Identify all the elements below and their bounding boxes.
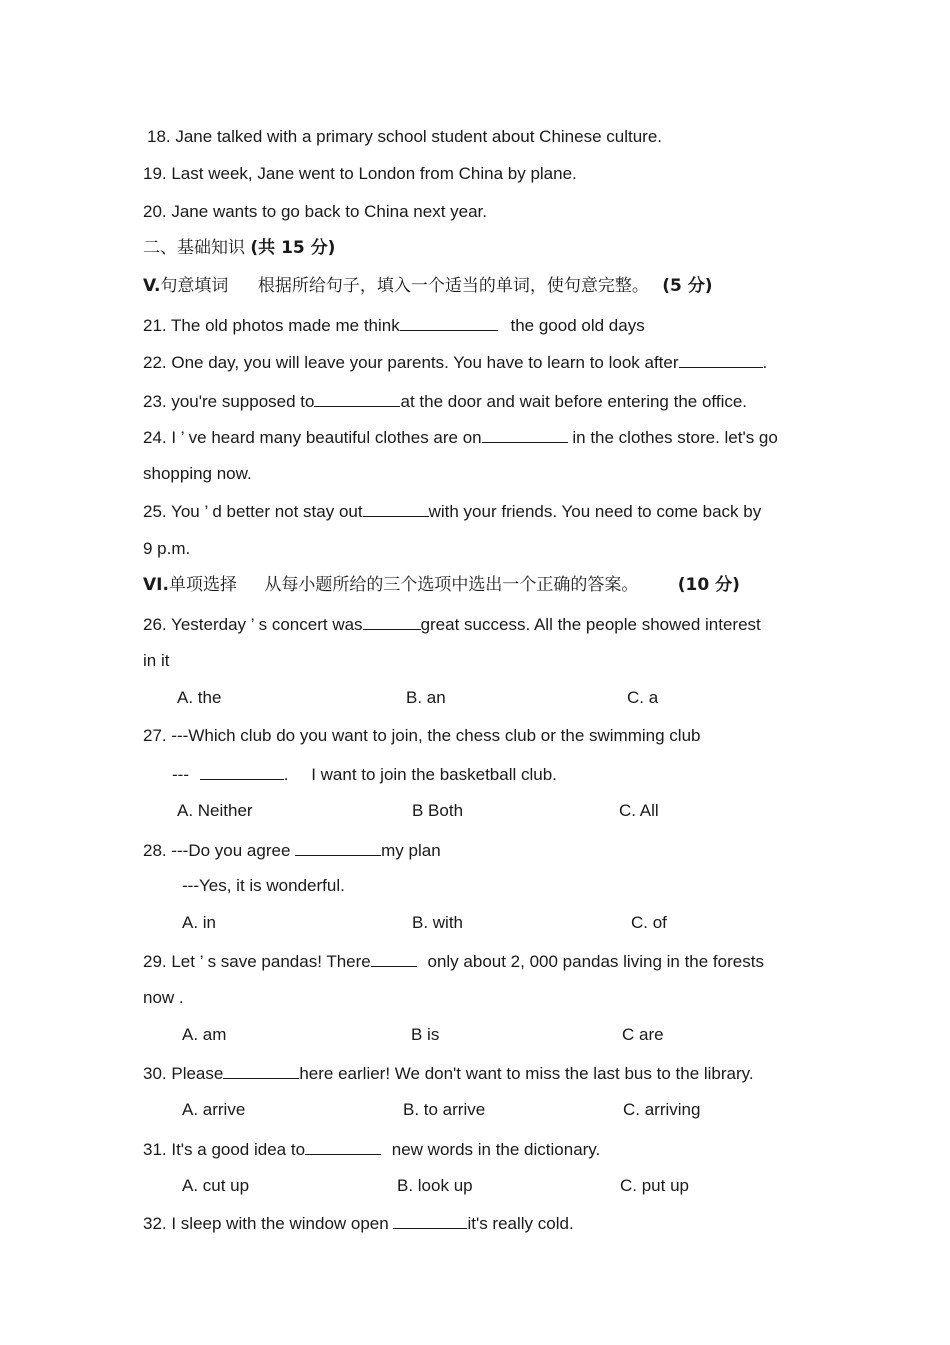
question-text: 27. ---Which club do you want to join, the chess club or the swimming club: [143, 726, 701, 745]
option-b[interactable]: B. to arrive: [403, 1100, 486, 1119]
answer-blank[interactable]: [363, 613, 421, 630]
section-2-heading: [143, 238, 335, 258]
question-text: 23. you're supposed to: [143, 392, 315, 411]
section-instructions: 根据所给句子，填入一个适当的单词，使句意完整。: [257, 276, 649, 296]
answer-blank[interactable]: [305, 1138, 381, 1155]
option-b[interactable]: B Both: [412, 801, 464, 820]
answer-blank[interactable]: [223, 1062, 299, 1079]
question-text: 18. Jane talked with a primary school student about Chinese culture.: [147, 127, 663, 146]
option-a[interactable]: A. arrive: [182, 1100, 246, 1119]
option-a[interactable]: A. in: [182, 913, 217, 932]
question-text: new words in the dictionary.: [391, 1140, 601, 1159]
question-text: 24. I ’ ve heard many beautiful clothes are on: [143, 428, 482, 447]
section-title: 句意填词: [160, 276, 229, 296]
question-text: 32. I sleep with the window open: [143, 1214, 389, 1233]
question-text: shopping now.: [143, 464, 252, 483]
question-18: [147, 127, 662, 147]
question-text: 9 p.m.: [143, 539, 191, 558]
question-text: only about 2, 000 pandas living in the forests: [427, 952, 764, 971]
question-text: it's really cold.: [467, 1214, 574, 1233]
question-text: .: [762, 353, 768, 372]
question-text: 20. Jane wants to go back to China next year.: [143, 202, 487, 221]
question-text: with your friends. You need to come back by: [428, 502, 762, 521]
question-text: 28. ---Do you agree: [143, 841, 291, 860]
question-text: I want to join the basketball club.: [311, 765, 557, 784]
question-29: [143, 950, 764, 972]
section-points: (5 分): [662, 276, 713, 296]
question-24-continued: [143, 464, 252, 484]
question-text: my plan: [381, 841, 441, 860]
question-26: [143, 613, 761, 635]
question-26-continued: [143, 651, 169, 671]
question-text: .: [283, 765, 289, 784]
option-b[interactable]: B is: [411, 1025, 440, 1044]
question-25: [143, 500, 761, 522]
option-c[interactable]: C are: [622, 1025, 664, 1044]
option-c[interactable]: C. a: [627, 688, 659, 707]
question-text: here earlier! We don't want to miss the last bus to the library.: [299, 1064, 754, 1083]
answer-blank[interactable]: [371, 950, 417, 967]
question-text: ---: [172, 765, 189, 784]
question-22: [143, 351, 767, 373]
answer-blank[interactable]: [200, 763, 284, 780]
option-c[interactable]: C. of: [631, 913, 667, 932]
section-number: V.: [143, 276, 161, 296]
answer-blank[interactable]: [314, 390, 400, 407]
answer-blank[interactable]: [482, 426, 568, 443]
question-text: 21. The old photos made me think: [143, 316, 400, 335]
question-32: [143, 1212, 574, 1234]
question-27-reply: [172, 763, 557, 785]
section-instructions: 从每小题所给的三个选项中选出一个正确的答案。: [264, 575, 639, 595]
question-text: 31. It's a good idea to: [143, 1140, 306, 1159]
option-c[interactable]: C. arriving: [623, 1100, 701, 1119]
section-title: 二、基础知识: [143, 238, 245, 258]
question-text: in it: [143, 651, 170, 670]
question-31: [143, 1138, 600, 1160]
option-b[interactable]: B. with: [412, 913, 464, 932]
question-29-continued: [143, 988, 184, 1008]
question-text: now .: [143, 988, 184, 1007]
question-text: in the clothes store. let's go: [572, 428, 778, 447]
answer-blank[interactable]: [393, 1212, 467, 1229]
option-a[interactable]: A. cut up: [182, 1176, 250, 1195]
section-title: 单项选择: [168, 575, 237, 595]
section-number: VI.: [143, 575, 169, 595]
question-text: great success. All the people showed interest: [420, 615, 761, 634]
question-text: 29. Let ’ s save pandas! There: [143, 952, 371, 971]
option-b[interactable]: B. an: [406, 688, 446, 707]
question-28-reply: [182, 876, 345, 896]
option-b[interactable]: B. look up: [397, 1176, 473, 1195]
question-23: [143, 390, 747, 412]
option-c[interactable]: C. put up: [620, 1176, 689, 1195]
section-6-heading: [143, 575, 740, 595]
option-a[interactable]: A. Neither: [177, 801, 253, 820]
section-points: (共 15 分): [250, 238, 336, 258]
question-19: [143, 164, 577, 184]
question-text: ---Yes, it is wonderful.: [182, 876, 345, 895]
question-text: 22. One day, you will leave your parents. You have to learn to look after: [143, 353, 679, 372]
answer-blank[interactable]: [679, 351, 763, 368]
option-c[interactable]: C. All: [619, 801, 659, 820]
answer-blank[interactable]: [400, 314, 498, 331]
answer-blank[interactable]: [295, 839, 381, 856]
question-20: [143, 202, 487, 222]
question-text: the good old days: [510, 316, 645, 335]
section-5-heading: [143, 276, 713, 296]
option-a[interactable]: A. the: [177, 688, 222, 707]
question-text: 26. Yesterday ’ s concert was: [143, 615, 363, 634]
section-points: (10 分): [677, 575, 740, 595]
question-27: [143, 726, 700, 746]
question-21: [143, 314, 645, 336]
question-text: 25. You ’ d better not stay out: [143, 502, 363, 521]
question-28: [143, 839, 441, 861]
question-25-continued: [143, 539, 190, 559]
answer-blank[interactable]: [363, 500, 429, 517]
question-24: [143, 426, 778, 448]
question-30: [143, 1062, 754, 1084]
question-text: at the door and wait before entering the office.: [400, 392, 748, 411]
question-text: 30. Please: [143, 1064, 224, 1083]
question-text: 19. Last week, Jane went to London from China by plane.: [143, 164, 577, 183]
option-a[interactable]: A. am: [182, 1025, 227, 1044]
